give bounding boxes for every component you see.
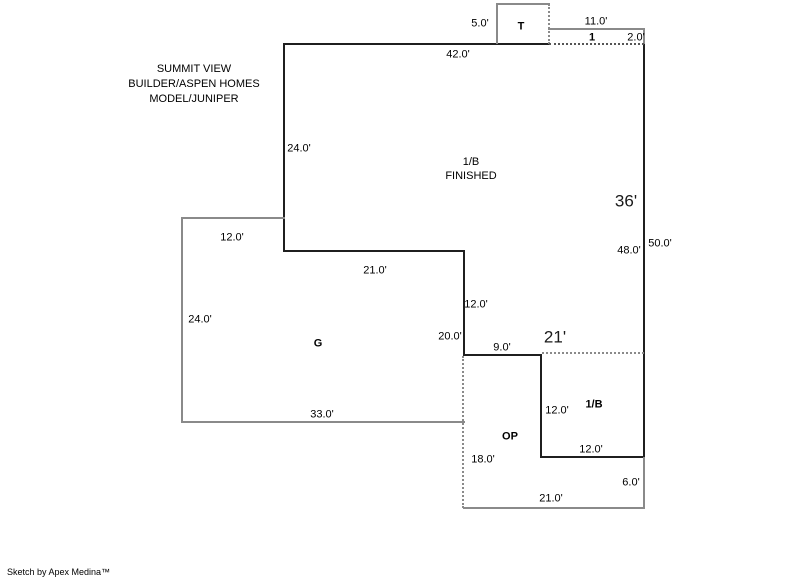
wall-lower-bottom	[540, 456, 645, 458]
area-label-lower: 1/B	[585, 398, 603, 411]
wall-garage-top	[181, 217, 285, 219]
dim-strip-width: 11.0'	[584, 15, 608, 28]
wall-main-bottomleft	[283, 250, 465, 252]
wall-tbox-top	[496, 3, 550, 5]
wall-main-top	[283, 43, 550, 45]
dim-garage-bottom: 33.0'	[310, 408, 334, 421]
annotation-36ft: 36'	[614, 191, 638, 211]
wall-lower-left	[540, 354, 542, 458]
title-block	[104, 62, 284, 107]
main-area-code: 1/B	[462, 156, 480, 168]
wall-garage-bottom	[181, 421, 465, 423]
area-label-garage: G	[313, 337, 323, 350]
sketch-credit: Sketch by Apex Medina™	[7, 567, 111, 577]
builder-name: BUILDER/ASPEN HOMES	[128, 78, 260, 90]
dim-right-inner: 48.0'	[617, 244, 641, 257]
model-name: MODEL/JUNIPER	[149, 93, 239, 105]
area-label-strip: 1	[588, 31, 596, 44]
area-label-open-patio: OP	[502, 430, 518, 443]
subdivision-name: SUMMIT VIEW	[156, 63, 232, 75]
dim-patio-left: 18.0'	[471, 453, 495, 466]
wall-tbox-left	[496, 3, 498, 44]
wall-patio-bottom	[463, 507, 645, 509]
wall-op-top	[463, 354, 542, 356]
area-label-tub: T	[517, 20, 525, 33]
dim-lower-bottom: 12.0'	[579, 443, 603, 456]
dim-patio-right: 6.0'	[622, 476, 640, 489]
annotation-21ft: 21'	[543, 327, 567, 347]
dim-strip-height: 2.0'	[627, 31, 645, 44]
dim-main-garage-wall: 21.0'	[363, 264, 387, 277]
wall-tbox-right-dotted	[548, 4, 550, 44]
wall-patio-left-dotted	[462, 356, 464, 508]
dim-patio-bottom: 21.0'	[539, 492, 563, 505]
wall-garage-left	[181, 217, 183, 423]
wall-main-right	[643, 43, 645, 458]
dim-right-outer: 50.0'	[648, 237, 672, 250]
wall-patio-right	[643, 457, 645, 509]
dim-garage-right: 20.0'	[438, 330, 462, 343]
main-area-status: FINISHED	[445, 170, 497, 182]
dim-t-width: 5.0'	[471, 17, 489, 30]
dim-patio-top: 9.0'	[493, 341, 511, 354]
wall-strip-top	[548, 28, 645, 30]
dim-garage-top: 12.0'	[220, 231, 244, 244]
dim-garage-left: 24.0'	[188, 313, 212, 326]
dim-lower-left: 12.0'	[545, 404, 569, 417]
dim-main-step-right: 12.0'	[464, 298, 488, 311]
dim-left-height: 24.0'	[287, 142, 311, 155]
dim-top-width: 42.0'	[446, 48, 470, 61]
wall-lower-boundary-dotted	[542, 352, 644, 354]
area-label-main	[411, 155, 531, 183]
